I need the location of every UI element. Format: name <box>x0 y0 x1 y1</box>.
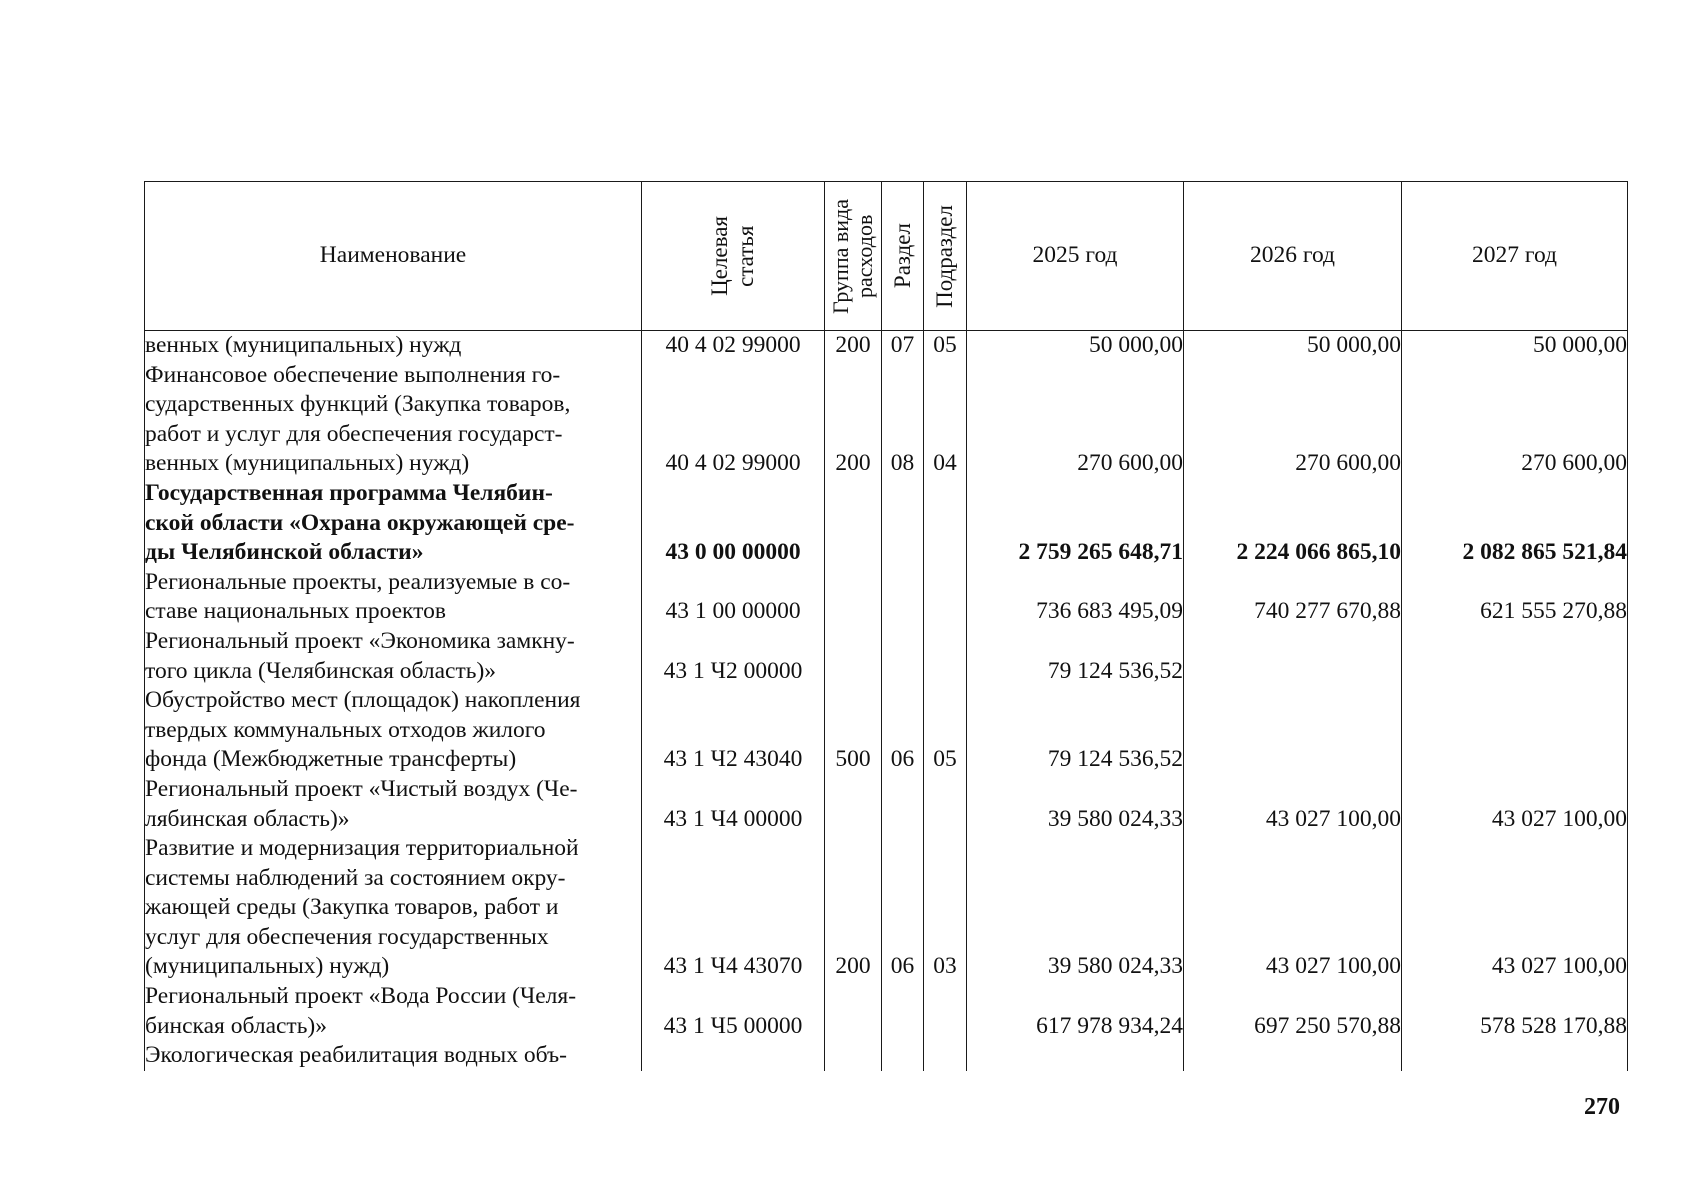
cell-name: Обустройство мест (площадок) накопления твердых коммунальных отходов жилого фонда (Межбюджетные трансферты) <box>145 686 642 775</box>
cell-target-article: 43 0 00 00000 <box>642 479 825 568</box>
cell-2027 <box>1402 686 1628 775</box>
header-2026: 2026 год <box>1184 182 1402 331</box>
cell-2026: 2 224 066 865,10 <box>1184 479 1402 568</box>
header-section-wrap <box>882 182 923 330</box>
table-row <box>145 331 1628 361</box>
cell-name: Региональные проекты, реализуемые в со- ставе национальных проектов <box>145 568 642 627</box>
cell-subsection <box>924 479 967 568</box>
cell-2027: 43 027 100,00 <box>1402 775 1628 834</box>
header-name: Наименование <box>145 182 642 331</box>
cell-name: Финансовое обеспечение выполнения го- сударственных функций (Закупка товаров, работ и услуг для обеспечения государст- венных (муниципальных) нужд) <box>145 361 642 479</box>
header-target-wrap <box>642 182 824 330</box>
cell-expense-group <box>825 775 882 834</box>
cell-target-article: 43 1 Ч2 00000 <box>642 627 825 686</box>
cell-name: Региональный проект «Вода России (Челя- бинская область)» <box>145 982 642 1041</box>
cell-2026: 43 027 100,00 <box>1184 834 1402 982</box>
cell-name: венных (муниципальных) нужд <box>145 331 642 361</box>
cell-section: 06 <box>882 686 924 775</box>
cell-subsection: 04 <box>924 361 967 479</box>
header-subsection-text: Подраздел <box>932 204 957 308</box>
cell-2025: 270 600,00 <box>967 361 1184 479</box>
cell-subsection: 05 <box>924 686 967 775</box>
cell-section: 06 <box>882 834 924 982</box>
cell-name: Государственная программа Челябин- ской области «Охрана окружающей сре- ды Челябинской области» <box>145 479 642 568</box>
cell-target-article: 40 4 02 99000 <box>642 331 825 361</box>
header-target-article <box>642 182 825 331</box>
cell-2025: 39 580 024,33 <box>967 775 1184 834</box>
cell-name: Региональный проект «Экономика замкну- того цикла (Челябинская область)» <box>145 627 642 686</box>
header-group-line2: расходов <box>852 214 877 298</box>
cell-expense-group <box>825 1041 882 1071</box>
cell-name: Экологическая реабилитация водных объ- <box>145 1041 642 1071</box>
cell-expense-group: 200 <box>825 834 882 982</box>
header-target-text <box>707 216 759 296</box>
cell-2026: 43 027 100,00 <box>1184 775 1402 834</box>
cell-2026 <box>1184 686 1402 775</box>
cell-expense-group: 200 <box>825 331 882 361</box>
cell-2026: 270 600,00 <box>1184 361 1402 479</box>
cell-2026 <box>1184 1041 1402 1071</box>
cell-2026 <box>1184 627 1402 686</box>
cell-expense-group: 200 <box>825 361 882 479</box>
cell-2025: 79 124 536,52 <box>967 627 1184 686</box>
budget-table <box>144 181 1628 1071</box>
table-row <box>145 568 1628 627</box>
table-row <box>145 775 1628 834</box>
cell-target-article: 43 1 Ч4 43070 <box>642 834 825 982</box>
cell-subsection <box>924 775 967 834</box>
header-2027: 2027 год <box>1402 182 1628 331</box>
cell-2025: 50 000,00 <box>967 331 1184 361</box>
header-row <box>145 182 1628 331</box>
cell-name: Развитие и модернизация территориальной системы наблюдений за состоянием окру- жающей среды (Закупка товаров, работ и услуг для обеспечения государственных (муниципальных) нужд) <box>145 834 642 982</box>
cell-name: Региональный проект «Чистый воздух (Че- лябинская область)» <box>145 775 642 834</box>
header-group-text <box>829 199 877 314</box>
cell-section <box>882 1041 924 1071</box>
cell-section <box>882 627 924 686</box>
header-target-line2: статья <box>733 225 758 287</box>
cell-section <box>882 982 924 1041</box>
cell-2025: 617 978 934,24 <box>967 982 1184 1041</box>
header-2025: 2025 год <box>967 182 1184 331</box>
cell-2027: 43 027 100,00 <box>1402 834 1628 982</box>
cell-subsection <box>924 627 967 686</box>
cell-section <box>882 479 924 568</box>
cell-2025: 39 580 024,33 <box>967 834 1184 982</box>
cell-2027: 578 528 170,88 <box>1402 982 1628 1041</box>
cell-2027 <box>1402 627 1628 686</box>
table-row <box>145 479 1628 568</box>
cell-2027 <box>1402 1041 1628 1071</box>
cell-2025: 2 759 265 648,71 <box>967 479 1184 568</box>
cell-section <box>882 775 924 834</box>
cell-expense-group <box>825 982 882 1041</box>
cell-target-article: 43 1 Ч5 00000 <box>642 982 825 1041</box>
cell-expense-group <box>825 627 882 686</box>
header-section-text: Раздел <box>889 223 915 289</box>
table-row <box>145 982 1628 1041</box>
cell-section: 07 <box>882 331 924 361</box>
table-body <box>145 331 1628 1071</box>
table-header <box>145 182 1628 331</box>
header-group-wrap <box>825 182 881 330</box>
table-row <box>145 834 1628 982</box>
cell-2027: 50 000,00 <box>1402 331 1628 361</box>
cell-subsection <box>924 982 967 1041</box>
cell-expense-group <box>825 479 882 568</box>
cell-2025: 736 683 495,09 <box>967 568 1184 627</box>
cell-target-article: 40 4 02 99000 <box>642 361 825 479</box>
cell-2026: 740 277 670,88 <box>1184 568 1402 627</box>
cell-subsection: 05 <box>924 331 967 361</box>
cell-section: 08 <box>882 361 924 479</box>
table-row <box>145 361 1628 479</box>
cell-section <box>882 568 924 627</box>
table-row <box>145 686 1628 775</box>
cell-2027: 270 600,00 <box>1402 361 1628 479</box>
page-number: 270 <box>1584 1094 1620 1120</box>
cell-target-article <box>642 1041 825 1071</box>
header-subsection-wrap <box>924 182 966 330</box>
cell-2026: 50 000,00 <box>1184 331 1402 361</box>
cell-2025 <box>967 1041 1184 1071</box>
cell-target-article: 43 1 00 00000 <box>642 568 825 627</box>
cell-2027: 2 082 865 521,84 <box>1402 479 1628 568</box>
header-group-line1: Группа вида <box>828 198 853 314</box>
header-target-line1: Целевая <box>707 216 732 296</box>
cell-subsection <box>924 1041 967 1071</box>
cell-subsection: 03 <box>924 834 967 982</box>
cell-2025: 79 124 536,52 <box>967 686 1184 775</box>
header-expense-group <box>825 182 882 331</box>
header-subsection <box>924 182 967 331</box>
table-row <box>145 1041 1628 1071</box>
cell-expense-group <box>825 568 882 627</box>
cell-subsection <box>924 568 967 627</box>
header-section <box>882 182 924 331</box>
cell-expense-group: 500 <box>825 686 882 775</box>
cell-2027: 621 555 270,88 <box>1402 568 1628 627</box>
cell-target-article: 43 1 Ч4 00000 <box>642 775 825 834</box>
cell-2026: 697 250 570,88 <box>1184 982 1402 1041</box>
cell-target-article: 43 1 Ч2 43040 <box>642 686 825 775</box>
table-row <box>145 627 1628 686</box>
